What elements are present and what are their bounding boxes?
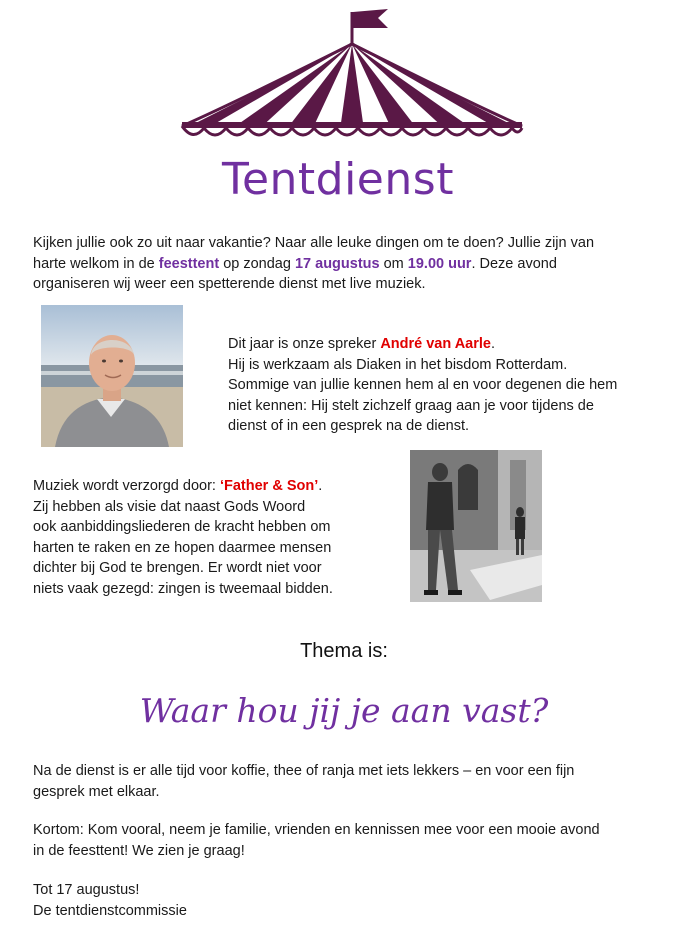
speaker-line: Hij is werkzaam als Diaken in het bisdom Rotterdam.	[228, 356, 568, 373]
music-line: niets vaak gezegd: zingen is tweemaal bidden.	[33, 580, 333, 597]
music-line: dichter bij God te brengen. Er wordt niet voor	[33, 560, 322, 576]
theme-label: Thema is:	[300, 640, 388, 662]
music-line: ook aanbiddingsliederen de kracht hebben om	[33, 519, 331, 535]
intro-line: harte welkom in de feesttent op zondag 17 augustus om 19.00 uur. Deze avond	[33, 255, 557, 272]
closing-line: Tot 17 augustus!	[33, 882, 140, 898]
tent-icon	[178, 4, 526, 144]
speaker-photo	[41, 305, 183, 447]
time-highlight: 19.00 uur	[407, 255, 472, 272]
band-name: ‘Father & Son’	[219, 478, 319, 494]
speaker-name: André van Aarle	[380, 336, 491, 352]
after-line: gesprek met elkaar.	[33, 783, 160, 800]
speaker-paragraph	[228, 334, 658, 437]
music-paragraph	[33, 476, 393, 599]
intro-line: Kijken jullie ook zo uit naar vakantie? Naar alle leuke dingen om te doen? Jullie zijn van	[33, 235, 595, 251]
after-service-paragraph	[33, 761, 653, 802]
intro-paragraph	[33, 233, 653, 295]
music-line: Muziek wordt verzorgd door: ‘Father & Son’.	[33, 478, 323, 494]
after-line: Na de dienst is er alle tijd voor koffie, thee of ranja met iets lekkers – en voor een fijn	[33, 763, 575, 779]
signature: De tentdienstcommissie	[33, 902, 187, 919]
speaker-line: dienst of in een gesprek na de dienst.	[228, 418, 470, 434]
date-highlight: 17 augustus	[294, 255, 380, 272]
speaker-line: Dit jaar is onze spreker André van Aarle.	[228, 336, 496, 352]
music-line: Zij hebben als visie dat naast Gods Woord	[33, 498, 306, 515]
band-photo	[410, 450, 542, 602]
page-title: Tentdienst	[222, 154, 454, 205]
intro-line: organiseren wij weer een spetterende dienst met live muziek.	[33, 276, 426, 292]
speaker-line: Sommige van jullie kennen hem al en voor degenen die hem	[228, 377, 618, 393]
speaker-line: niet kennen: Hij stelt zichzelf graag aan je voor tijdens de	[228, 397, 594, 414]
theme-motto: Waar hou jij je aan vast?	[139, 691, 549, 730]
venue-highlight: feesttent	[158, 255, 220, 272]
music-line: harten te raken en ze hopen daarmee mensen	[33, 539, 332, 556]
summary-line: in de feesttent! We zien je graag!	[33, 842, 245, 859]
closing	[33, 880, 433, 921]
summary-paragraph	[33, 820, 653, 861]
summary-line: Kortom: Kom vooral, neem je familie, vrienden en kennissen mee voor een mooie avond	[33, 822, 600, 838]
